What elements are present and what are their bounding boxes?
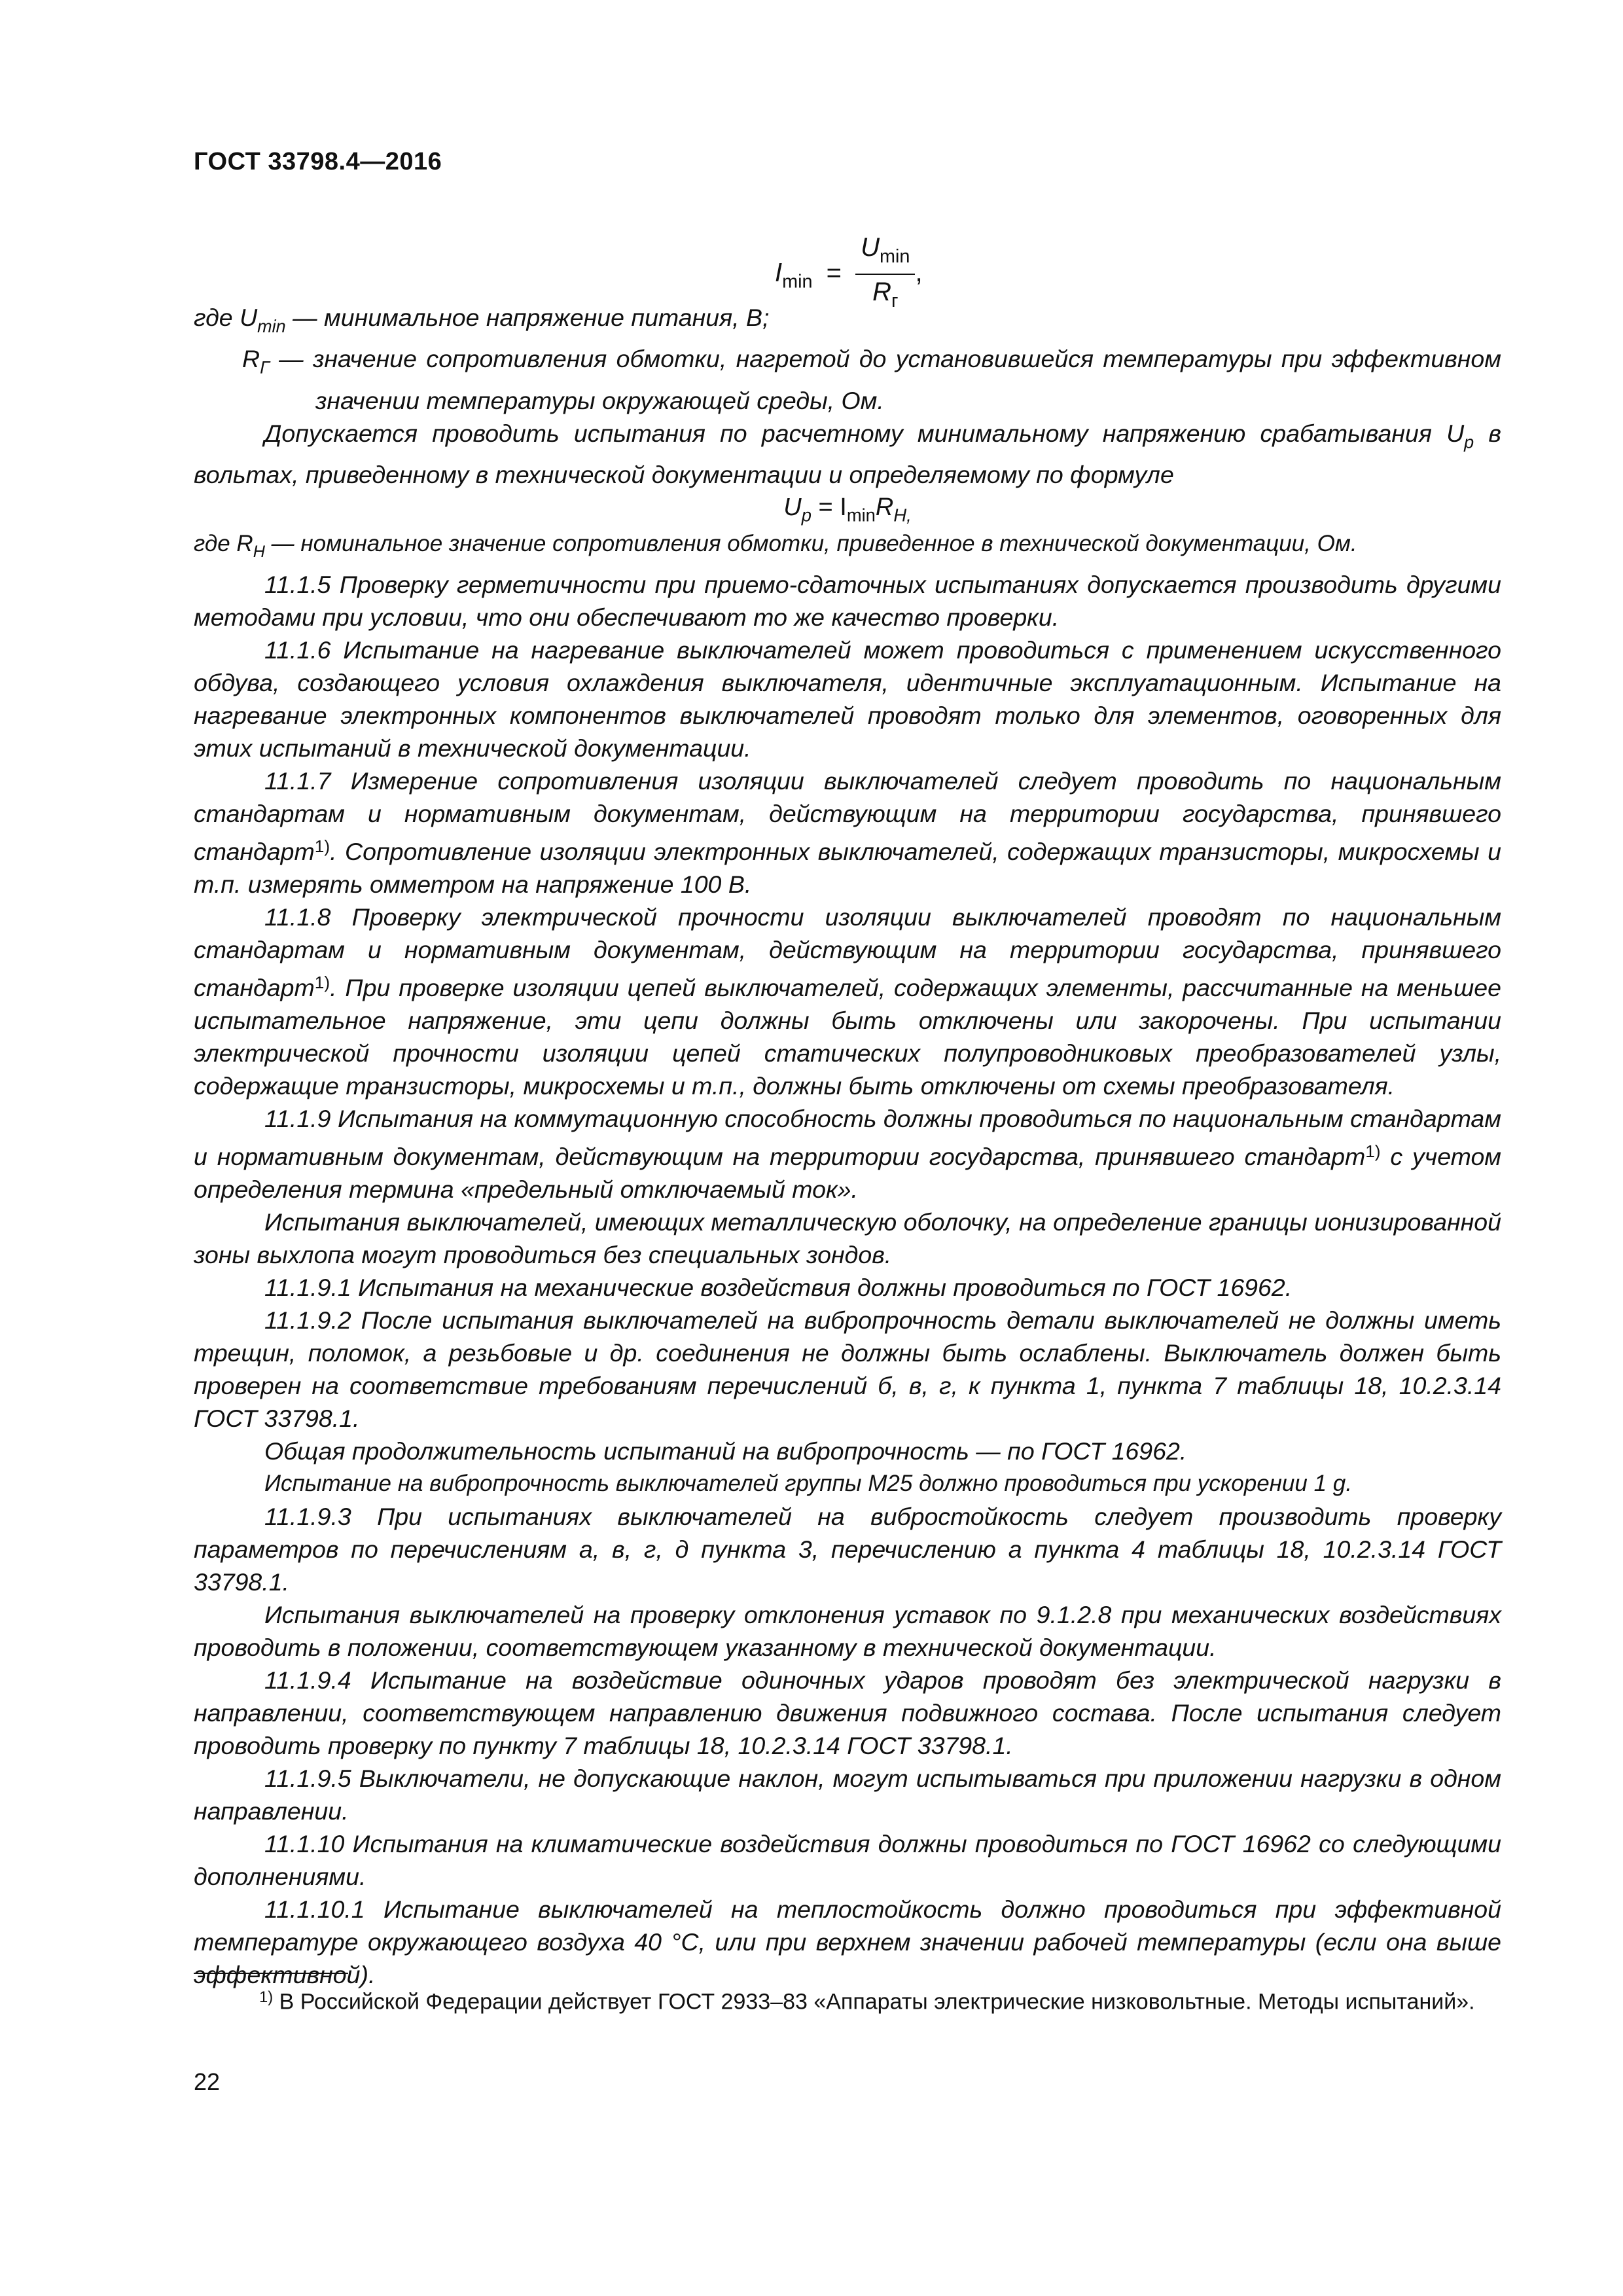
paragraph-11-1-7: 11.1.7 Измерение сопротивления изоляции выключателей следует проводить по национальным стандартам и нормативным документам, действующим на территории государства, принявшего стандарт$^{1)}$. Сопротивление изоляции электронных выключателей, содержащих транзисторы, микросхемы и т.п. измерять омметром на напряжение 100 В. <box>194 767 1501 898</box>
document-body <box>194 216 1501 1991</box>
footnote-separator <box>194 1973 348 1974</box>
footnote-ref: 1) <box>314 972 330 992</box>
paragraph-metal-shell: Испытания выключателей, имеющих металлическую оболочку, на определение границы ионизированной зоны выхлопа могут проводиться без специальных зондов. <box>194 1208 1501 1268</box>
paragraph-11-1-8: 11.1.8 Проверку электрической прочности изоляции выключателей проводят по национальным стандартам и нормативным документам, действующим на территории государства, принявшего стандарт$^{1)}$. При проверке изоляции цепей выключателей, содержащих элементы, рассчитанные на меньшее испытательное напряжение, эти цепи должны быть отключены или закорочены. При испытании электрической прочности изоляции цепей статических полупроводниковых преобразователей узлы, содержащие транзисторы, микросхемы и т.п., должны быть отключены от схемы преобразователя. <box>194 903 1501 1100</box>
document-header: ГОСТ 33798.4—2016 <box>194 148 442 175</box>
page-number: 22 <box>194 2068 221 2095</box>
footnote <box>194 1982 1501 2018</box>
paragraph-11-1-9-5: 11.1.9.5 Выключатели, не допускающие наклон, могут испытываться при приложении нагрузки в одном направлении. <box>194 1764 1501 1825</box>
formula-imin-expression: $I_{min}$ = $\frac{U_{min}}{R_г}$ , <box>775 230 923 318</box>
paragraph-11-1-10-1: 11.1.10.1 Испытание выключателей на теплостойкость должно проводиться при эффективной температуре окружающего воздуха 40 °С, или при верхнем значении рабочей температуры (если она выше эффективной). <box>194 1895 1501 1988</box>
footnote-ref: 1) <box>314 836 330 857</box>
paragraph-11-1-6: 11.1.6 Испытание на нагревание выключателей может проводиться с применением искусственного обдува, создающего условия охлаждения выключателя, идентичные эксплуатационным. Испытание на нагревание электронных компонентов выключателей проводят только для элементов, оговоренных для этих испытаний в технической документации. <box>194 636 1501 762</box>
formula-up: $U_р = I_{min}R_{H,}$ <box>783 493 912 526</box>
formula-fraction: $\frac{U_{min}}{R_г}$ <box>855 230 915 318</box>
footnote-ref: 1) <box>1365 1141 1381 1161</box>
footnote-mark: 1) <box>259 1988 274 2006</box>
paragraph-11-1-9-2: 11.1.9.2 После испытания выключателей на вибропрочность детали выключателей не должны иметь трещин, поломок, а резьбовые и др. соединения не должны быть ослаблены. Выключатель должен быть проверен на соответствие требованиям перечислений б, в, г, к пункта 1, пункта 7 таблицы 18, 10.2.3.14 ГОСТ 33798.1. <box>194 1306 1501 1432</box>
definition-rg: $R_Г$ — значение сопротивления обмотки, нагретой до установившейся температуры при эффективном значении температуры окружающей среды, Ом. <box>242 345 1501 414</box>
definition-umin: где $U_{min}$ — минимальное напряжение питания, В; <box>194 304 770 336</box>
formula-imin <box>194 216 1501 312</box>
paragraph-11-1-9-1: 11.1.9.1 Испытания на механические воздействия должны проводиться по ГОСТ 16962. <box>264 1273 1293 1301</box>
paragraph-11-1-9-3: 11.1.9.3 При испытаниях выключателей на вибростойкость следует производить проверку параметров по перечислениям а, в, г, д пункта 3, перечислению а пункта 4 таблицы 18, 10.2.3.14 ГОСТ 33798.1. <box>194 1502 1501 1596</box>
paragraph-11-1-9-4: 11.1.9.4 Испытание на воздействие одиночных ударов проводят без электрической нагрузки в направлении, соответствующем направлению движения подвижного состава. После испытания следует проводить проверку по пункту 7 таблицы 18, 10.2.3.14 ГОСТ 33798.1. <box>194 1666 1501 1759</box>
definition-rh: где $R_H$ — номинальное значение сопротивления обмотки, приведенное в технической документации, Ом. <box>194 531 1357 562</box>
footnote-text: В Российской Федерации действует ГОСТ 2933–83 «Аппараты электрические низковольтные. Методы испытаний». <box>273 1989 1475 2015</box>
paragraph-setting-deviation: Испытания выключателей на проверку отклонения уставок по 9.1.2.8 при механических воздействиях проводить в положении, соответствующем указанному в технической документации. <box>194 1600 1501 1661</box>
paragraph-11-1-10: 11.1.10 Испытания на климатические воздействия должны проводиться по ГОСТ 16962 со следующими дополнениями. <box>194 1829 1501 1890</box>
paragraph-total-duration: Общая продолжительность испытаний на вибропрочность — по ГОСТ 16962. <box>264 1437 1187 1465</box>
paragraph-11-1-9: 11.1.9 Испытания на коммутационную способность должны проводиться по национальным стандартам и нормативным документам, действующим на территории государства, принявшего стандарт$^{1)}$ с учетом определения термина «предельный отключаемый ток». <box>194 1104 1502 1203</box>
paragraph-11-1-5: 11.1.5 Проверку герметичности при приемо-сдаточных испытаниях допускается производить другими методами при условии, что они обеспечивают то же качество проверки. <box>194 571 1501 632</box>
paragraph-allowed: Допускается проводить испытания по расчетному минимальному напряжению срабатывания $U_р$ в вольтах, приведенному в технической документации и определяемому по формуле <box>194 419 1501 489</box>
paragraph-m25: Испытание на вибропрочность выключателей группы М25 должно проводиться при ускорении 1 g. <box>264 1470 1352 1496</box>
